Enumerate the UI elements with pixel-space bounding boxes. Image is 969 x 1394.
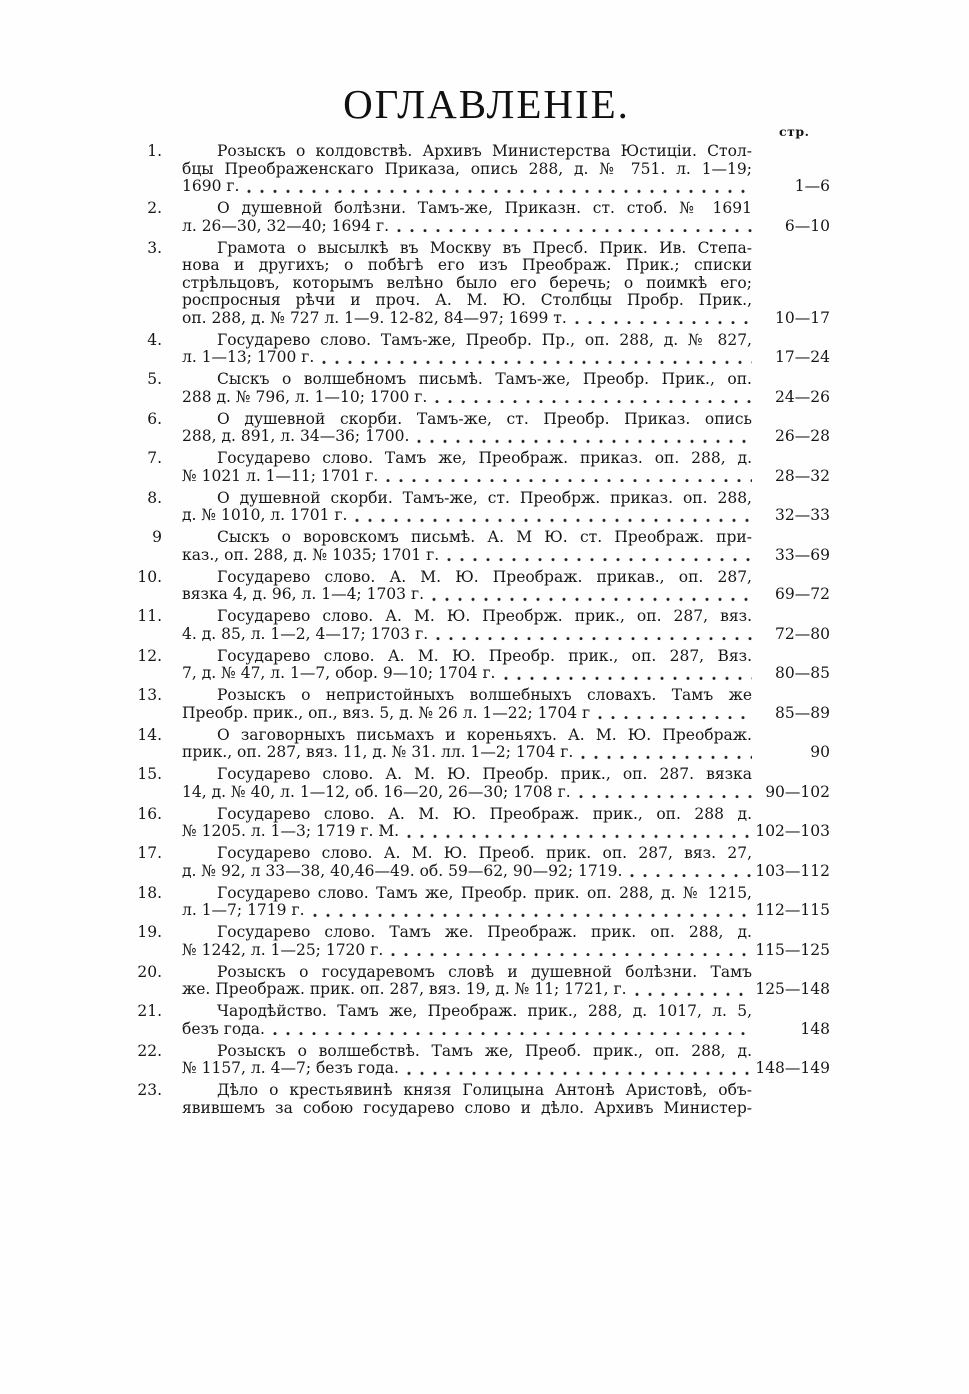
- entry-text-line-content: прик., оп. 287, вяз. 11, д. № 31. лл. 1—2; 1704 г.: [182, 743, 574, 761]
- entry-text-line-content: л. 1—13; 1700 г.: [182, 348, 315, 366]
- entry-text: [182, 648, 752, 683]
- entry-text-line: роспросныя рѣчи и проч. А. М. Ю. Столбцы Пробр. Прик.,: [182, 291, 752, 309]
- toc-entry: [0, 687, 969, 722]
- toc-entry: [0, 845, 969, 880]
- entry-text-line: [182, 1060, 752, 1078]
- entry-text: [182, 806, 752, 841]
- entry-text-line: [182, 1021, 752, 1039]
- dot-leader: [312, 902, 753, 920]
- dot-leader: [434, 389, 752, 407]
- entry-text-line: [182, 178, 752, 196]
- entry-text: [182, 924, 752, 959]
- entry-text-line: [182, 981, 752, 999]
- entry-text-line-content: № 1242, л. 1—25; 1720 г.: [182, 940, 384, 959]
- entry-text-line: нова и другихъ; о побѣгѣ его изъ Преображ. Прик.; списки: [182, 256, 752, 274]
- entry-number: 13.: [137, 686, 162, 704]
- entry-text-line-content: № 1157, л. 4—7; безъ года.: [182, 1059, 399, 1077]
- dot-leader: [435, 626, 752, 644]
- entry-text-line-content: вязка 4, д. 96, л. 1—4; 1703 г.: [182, 585, 424, 603]
- entry-text-line: Государево слово. А. М. Ю. Преобр. прик., оп. 287, Вяз.: [217, 646, 752, 665]
- entry-number: 21.: [137, 1002, 162, 1020]
- entry-text-line-content: 1690 г.: [182, 177, 240, 195]
- dot-leader: [629, 863, 752, 881]
- entry-text-line: Сыскъ о воровскомъ письмѣ. А. М Ю. ст. Преображ. при-: [217, 528, 752, 546]
- entry-text-line: [182, 547, 752, 565]
- entry-number: 11.: [137, 607, 162, 625]
- entry-number: 20.: [137, 962, 162, 981]
- entry-text-line-content: л. 26—30, 32—40; 1694 г.: [182, 216, 390, 235]
- entry-text-line: Розыскъ о непристойныхъ волшебныхъ словахъ. Тамъ же: [217, 686, 752, 704]
- entry-text-line: явившемъ за собою государево слово и дѣло. Архивъ Министер-: [182, 1098, 752, 1117]
- toc-entry: [0, 1003, 969, 1038]
- entry-text-line: Чародѣйство. Тамъ же, Преображ. прик., 288, д. 1017, л. 5,: [217, 1002, 752, 1020]
- entry-text: [182, 964, 752, 999]
- dot-leader: [354, 507, 752, 525]
- toc-entry: [0, 608, 969, 643]
- page-column-label: стр.: [779, 124, 810, 139]
- entry-number: 14.: [137, 725, 162, 744]
- entry-text-line-content: № 1205. л. 1—3; 1719 г. М.: [182, 822, 400, 840]
- entry-text-line: Государево слово. А. М. Ю. Преображ. прик., оп. 288 д.: [217, 804, 752, 823]
- entry-text-line: Государево слово. А. М. Ю. Преобрж. прик., оп. 287, вяз.: [217, 607, 752, 625]
- entry-number: 12.: [137, 646, 162, 665]
- entry-text: [182, 727, 752, 762]
- entry-page-range: 90—102: [765, 782, 830, 801]
- entry-text-line: Государево слово. Тамъ-же, Преобр. Пр., оп. 288, д. № 827,: [217, 330, 752, 349]
- entry-text-line: О душевной скорби. Тамъ-же, ст. Преобр. Приказ. опись: [217, 409, 752, 428]
- entry-text-line: [182, 626, 752, 644]
- toc-entry: [0, 885, 969, 920]
- entry-text-line-content: 288 д. № 796, л. 1—10; 1700 г.: [182, 387, 428, 406]
- entry-text-line: О душевной скорби. Тамъ-же, ст. Преобрж. приказ. оп. 288,: [217, 488, 752, 507]
- entry-text-line: Государево слово. Тамъ же, Преображ. приказ. оп. 288, д.: [217, 449, 752, 467]
- dot-leader: [574, 310, 752, 328]
- entry-page-range: 103—112: [755, 861, 830, 880]
- toc-entry: [0, 371, 969, 406]
- entry-text: [182, 490, 752, 525]
- entry-text-line-content: д. № 1010, л. 1701 г.: [182, 506, 348, 524]
- toc-entry: [0, 529, 969, 564]
- entry-text-line: Сыскъ о волшебномъ письмѣ. Тамъ-же, Преобр. Прик., оп.: [217, 370, 752, 388]
- page-title: ОГЛАВЛЕНІЕ.: [343, 81, 630, 127]
- entry-text-line: [182, 507, 752, 525]
- toc-entry: [0, 332, 969, 367]
- entry-text: [182, 371, 752, 406]
- entry-text-line: бцы Преображенскаго Приказа, опись 288, д. № 751. л. 1—19;: [182, 159, 752, 178]
- entry-text-line: [182, 705, 752, 723]
- toc-entry: [0, 766, 969, 801]
- entry-number: 3.: [147, 238, 162, 257]
- toc-entry: [0, 648, 969, 683]
- entry-text: [182, 332, 752, 367]
- entry-text: [182, 569, 752, 604]
- entry-number: 19.: [137, 923, 162, 941]
- entry-text-line: Государево слово. А. М. Ю. Преобр. прик., оп. 287. вязка: [217, 765, 752, 783]
- entry-text-line: [182, 823, 752, 841]
- entry-text-line: О заговорныхъ письмахъ и кореньяхъ. А. М. Ю. Преображ.: [217, 725, 752, 744]
- dot-leader: [503, 665, 753, 683]
- entry-page-range: 28—32: [775, 466, 830, 485]
- toc-entry: [0, 806, 969, 841]
- entry-number: 10.: [137, 567, 162, 586]
- toc-entry: [0, 1082, 969, 1117]
- entry-text: [182, 411, 752, 446]
- entry-text: [182, 1003, 752, 1038]
- entry-text-line: [182, 468, 752, 486]
- entry-number: 6.: [147, 409, 162, 428]
- dot-leader: [446, 547, 752, 565]
- entry-number: 15.: [137, 765, 162, 783]
- entry-text-line: Государево слово. Тамъ же. Преображ. прик. оп. 288, д.: [217, 923, 752, 941]
- entry-page-range: 72—80: [775, 624, 830, 643]
- dot-leader: [321, 349, 752, 367]
- entry-text-line: [182, 902, 752, 920]
- dot-leader: [385, 468, 752, 486]
- entry-number: 18.: [137, 883, 162, 902]
- toc-entry: [0, 964, 969, 999]
- entry-page-range: 112—115: [755, 901, 830, 919]
- entry-text: [182, 450, 752, 485]
- entry-text-line: Розыскъ о колдовствѣ. Архивъ Министерства Юстиціи. Стол-: [217, 142, 752, 160]
- entry-text: [182, 608, 752, 643]
- entry-text-line: [182, 942, 752, 960]
- entry-page-range: 115—125: [755, 940, 830, 959]
- entry-text-line-content: каз., оп. 288, д. № 1035; 1701 г.: [182, 545, 440, 564]
- entry-page-range: 148—149: [755, 1059, 830, 1077]
- dot-leader: [597, 705, 752, 723]
- entry-text-line: Розыскъ о волшебствѣ. Тамъ же, Преоб. прик., оп. 288, д.: [217, 1041, 752, 1060]
- entry-text: [182, 1043, 752, 1078]
- entry-number: 1.: [147, 142, 162, 160]
- entry-text: [182, 529, 752, 564]
- entry-text-line: [182, 218, 752, 236]
- dot-leader: [396, 218, 752, 236]
- entry-page-range: 125—148: [755, 980, 830, 998]
- entry-text-line: [182, 389, 752, 407]
- entry-text-line-content: оп. 288, д. № 727 л. 1—9. 12-82, 84—97; 1699 т.: [182, 308, 567, 327]
- toc-entry: [0, 490, 969, 525]
- entry-number: 5.: [147, 370, 162, 388]
- entry-text: [182, 240, 752, 328]
- dot-leader: [416, 428, 752, 446]
- entry-page-range: 90: [810, 743, 830, 761]
- entry-text-line: Государево слово. Тамъ же, Преобр. прик. оп. 288, д. № 1215,: [217, 883, 752, 902]
- entry-text: [182, 143, 752, 196]
- toc-entry: [0, 240, 969, 328]
- entry-text-line: стрѣльцовъ, которымъ велѣно было его беречь; о поимкѣ его;: [182, 273, 752, 292]
- entry-text-line: [182, 863, 752, 881]
- entry-text-line-content: же. Преображ. прик. оп. 287, вяз. 19, д. № 11; 1721, г.: [182, 980, 627, 998]
- dot-leader: [431, 586, 752, 604]
- entry-number: 8.: [147, 488, 162, 507]
- entry-page-range: 102—103: [755, 822, 830, 840]
- entry-number: 4.: [147, 330, 162, 349]
- entry-text-line-content: 288, д. 891, л. 34—36; 1700.: [182, 427, 410, 445]
- entry-number: 22.: [137, 1041, 162, 1060]
- toc-entry: [0, 200, 969, 235]
- entry-text-line-content: 7, д. № 47, л. 1—7, обор. 9—10; 1704 г.: [182, 664, 496, 682]
- entry-number: 9: [152, 528, 162, 546]
- entry-text-line: Дѣло о крестьявинѣ князя Голицына Антонѣ Аристовѣ, объ-: [217, 1081, 752, 1099]
- entry-text-line-content: Преобр. прик., оп., вяз. 5, д. № 26 л. 1—22; 1704 г: [182, 703, 591, 722]
- entry-text-line: О душевной болѣзни. Тамъ-же, Приказн. ст. стоб. № 1691: [217, 199, 752, 217]
- entry-page-range: 1—6: [794, 177, 830, 195]
- entry-number: 16.: [137, 804, 162, 823]
- toc-entry: [0, 569, 969, 604]
- entry-text-line: [182, 428, 752, 446]
- entry-text: [182, 845, 752, 880]
- entry-text-line: Государево слово. А. М. Ю. Преоб. прик. оп. 287, вяз. 27,: [217, 844, 752, 862]
- entry-page-range: 69—72: [775, 585, 830, 603]
- entry-text-line: [182, 784, 752, 802]
- toc-entry: [0, 143, 969, 196]
- dot-leader: [390, 942, 752, 960]
- entry-text: [182, 1082, 752, 1117]
- entry-number: 7.: [147, 449, 162, 467]
- table-of-contents: [0, 143, 969, 1122]
- entry-text-line: [182, 744, 752, 762]
- entry-number: 2.: [147, 199, 162, 217]
- dot-leader: [578, 784, 752, 802]
- entry-text-line-content: л. 1—7; 1719 г.: [182, 901, 305, 919]
- dot-leader: [246, 178, 752, 196]
- toc-entry: [0, 924, 969, 959]
- entry-text-line: [182, 586, 752, 604]
- entry-text-line: [182, 665, 752, 683]
- entry-number: 17.: [137, 844, 162, 862]
- dot-leader: [406, 823, 752, 841]
- dot-leader: [272, 1021, 752, 1039]
- toc-entry: [0, 1043, 969, 1078]
- entry-text: [182, 687, 752, 722]
- entry-text: [182, 766, 752, 801]
- dot-leader: [634, 981, 752, 999]
- entry-text: [182, 200, 752, 235]
- entry-text-line-content: 4. д. 85, л. 1—2, 4—17; 1703 г.: [182, 624, 429, 643]
- entry-text-line: [182, 310, 752, 328]
- entry-text-line: Государево слово. А. М. Ю. Преображ. прикав., оп. 287,: [217, 567, 752, 586]
- entry-number: 23.: [137, 1081, 162, 1099]
- entry-text-line: Розыскъ о государевомъ словѣ и душевной болѣзни. Тамъ: [217, 962, 752, 981]
- toc-entry: [0, 727, 969, 762]
- entry-text-line: Грамота о высылкѣ въ Москву въ Пресб. Прик. Ив. Степа-: [217, 238, 752, 257]
- entry-text: [182, 885, 752, 920]
- entry-page-range: 17—24: [775, 348, 830, 366]
- dot-leader: [580, 744, 752, 762]
- toc-entry: [0, 450, 969, 485]
- entry-text-line-content: № 1021 л. 1—11; 1701 г.: [182, 466, 379, 485]
- entry-page-range: 80—85: [775, 664, 830, 682]
- entry-page-range: 26—28: [775, 427, 830, 445]
- entry-text-line-content: безъ года.: [182, 1019, 265, 1038]
- entry-text-line-content: д. № 92, л 33—38, 40,46—49. об. 59—62, 90—92; 1719.: [182, 861, 623, 880]
- entry-page-range: 10—17: [775, 308, 830, 327]
- toc-entry: [0, 411, 969, 446]
- dot-leader: [406, 1060, 752, 1078]
- entry-page-range: 24—26: [775, 387, 830, 406]
- entry-page-range: 85—89: [775, 703, 830, 722]
- entry-page-range: 6—10: [784, 216, 830, 235]
- entry-page-range: 33—69: [775, 545, 830, 564]
- entry-page-range: 32—33: [775, 506, 830, 524]
- entry-text-line-content: 14, д. № 40, л. 1—12, об. 16—20, 26—30; 1708 г.: [182, 782, 571, 801]
- entry-text-line: [182, 349, 752, 367]
- entry-page-range: 148: [800, 1019, 830, 1038]
